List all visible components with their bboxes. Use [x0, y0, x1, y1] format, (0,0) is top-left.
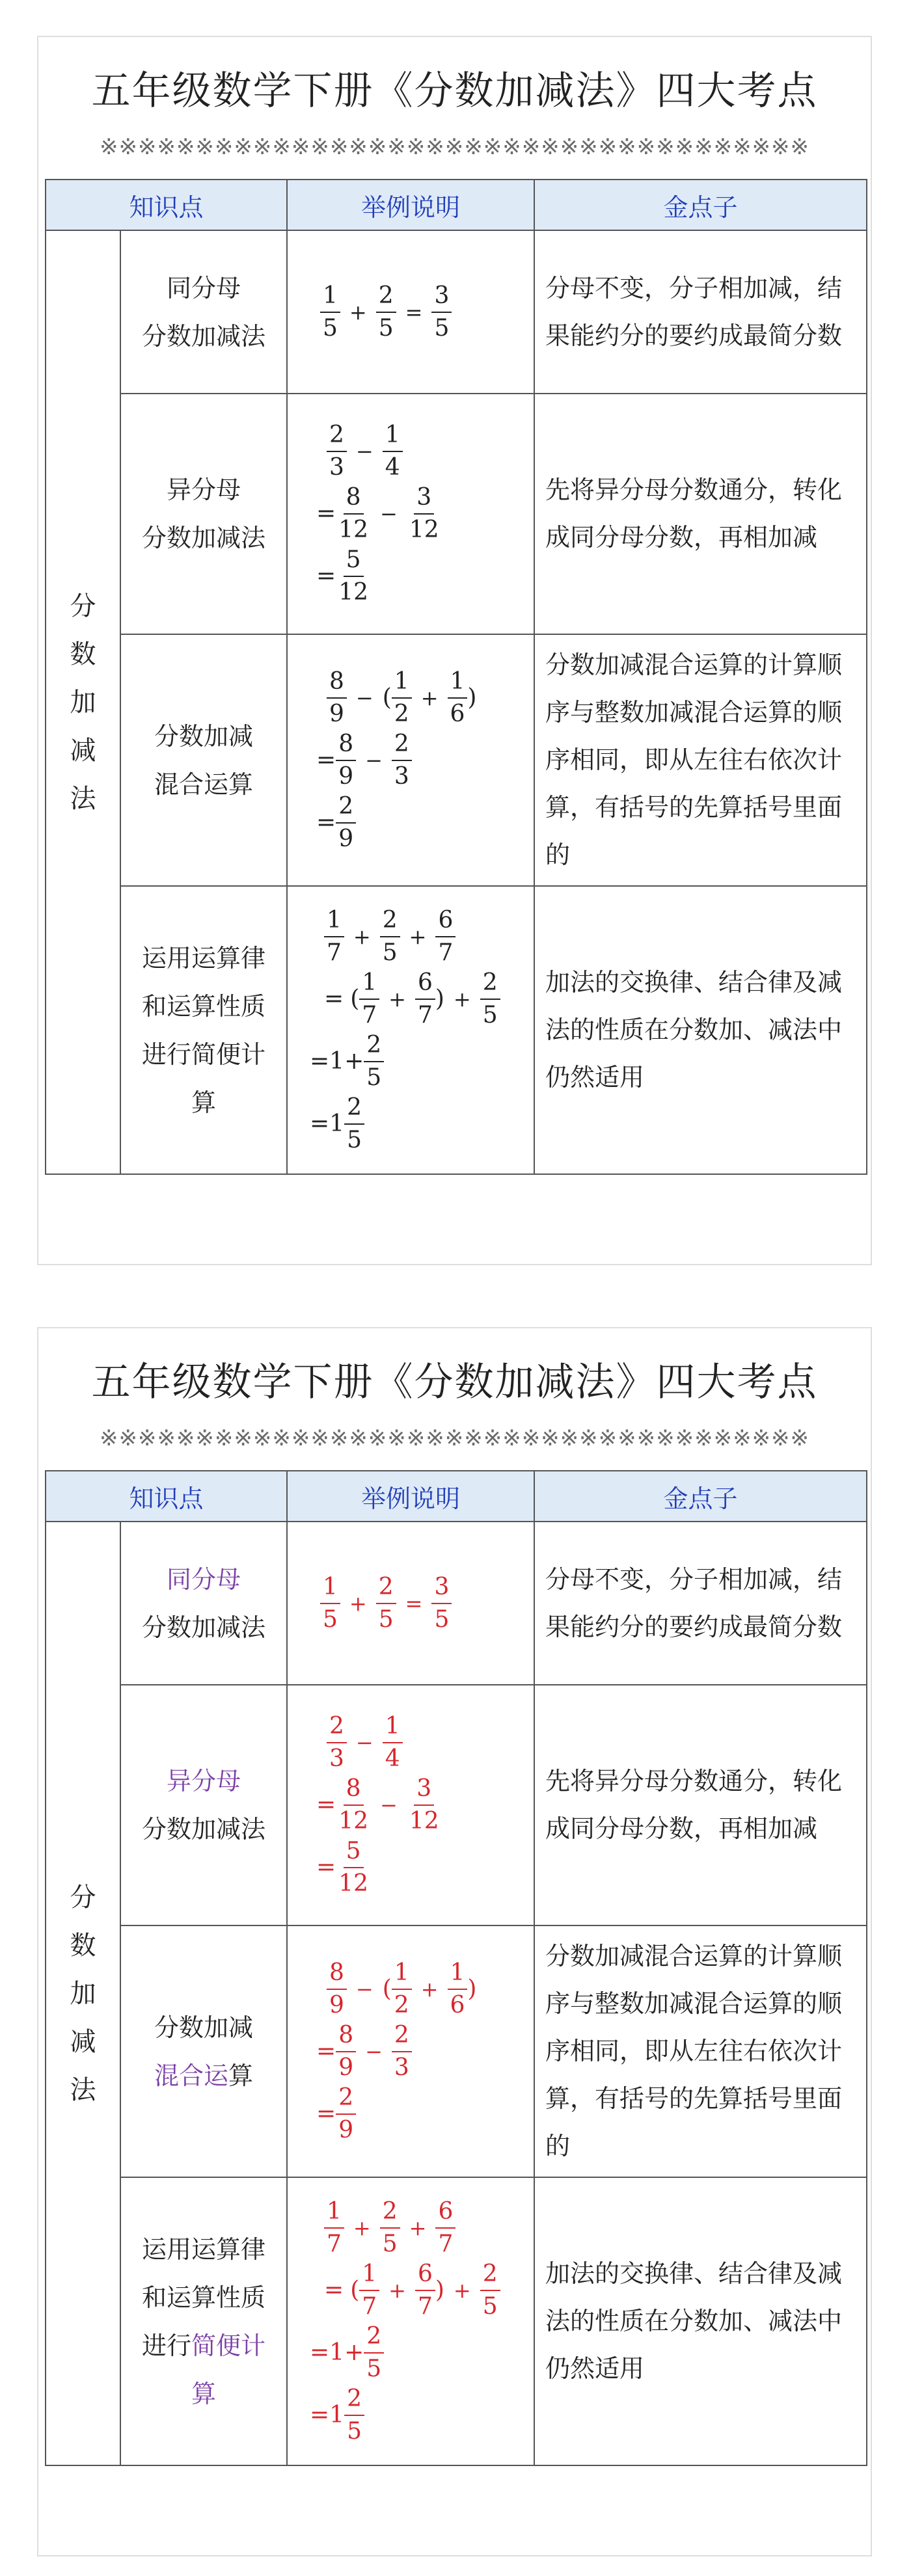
- topic-cell: 运用运算律 和运算性质 进行简便计 算: [120, 2177, 287, 2465]
- example-cell: [287, 1522, 534, 1685]
- tip-cell: 加法的交换律、结合律及减法的性质在分数加、减法中仍然适用: [534, 886, 867, 1174]
- page-title: 五年级数学下册《分数加减法》四大考点: [91, 1360, 818, 1405]
- highlighted-keyword: 简便计: [191, 2331, 266, 2360]
- highlighted-keyword: 算: [191, 2379, 217, 2408]
- tip-cell: 分数加减混合运算的计算顺序与整数加减混合运算的顺序相同，即从左往右依次计算，有括号的先算括号里面的: [534, 634, 867, 886]
- header-knowledge: 知识点: [46, 180, 287, 230]
- decorative-divider: ※※※※※※※※※※※※※※※※※※※※※※※※※※※※※※※※※※※※※: [99, 1426, 810, 1451]
- example-cell: 2 3 − $\frac{1}{4}$ = $\frac{8}{12}$ − $\frac{3}{12}$ = $\frac{5}{12}$: [287, 394, 534, 634]
- topic-cell: 异分母 分数加减法: [120, 1685, 287, 1925]
- header-example: 举例说明: [287, 1471, 534, 1522]
- example-cell: 1 7 + $\frac{2}{5}$ + $\frac{6}{7}$ = ( 1 7 + $\frac{6}{7}$ ) + $\frac{2}{5}$ =1+ $\frac{2}{5}$ =1 2 5: [287, 2177, 534, 2465]
- tip-cell: 先将异分母分数通分，转化成同分母分数，再相加减: [534, 394, 867, 634]
- math-line: 1 5 + $\frac{2}{5}$ = $\frac{3}{5}$: [320, 1576, 534, 1631]
- header-knowledge: 知识点: [46, 1471, 287, 1522]
- example-cell: [287, 230, 534, 394]
- knowledge-table: [45, 179, 867, 1175]
- tip-cell: 先将异分母分数通分，转化成同分母分数，再相加减: [534, 1685, 867, 1925]
- topic-cell: 同分母 分数加减法: [120, 1522, 287, 1685]
- example-cell: 1 7 + $\frac{2}{5}$ + $\frac{6}{7}$ = ( 1 7 + $\frac{6}{7}$ ) + $\frac{2}{5}$ =1+ $\frac{2}{5}$ =1 2 5: [287, 886, 534, 1174]
- highlighted-keyword: 异分母: [167, 1767, 241, 1795]
- table-row: [46, 1685, 867, 1925]
- decorative-divider: ※※※※※※※※※※※※※※※※※※※※※※※※※※※※※※※※※※※※※: [99, 135, 810, 159]
- tip-cell: 分母不变，分子相加减，结果能约分的要约成最简分数: [534, 230, 867, 394]
- worksheet-plain: [37, 36, 872, 1265]
- page-title: 五年级数学下册《分数加减法》四大考点: [91, 68, 818, 114]
- header-tips: 金点子: [534, 180, 867, 230]
- table-row: [46, 634, 867, 886]
- topic-cell: 异分母 分数加减法: [120, 394, 287, 634]
- tip-cell: 分母不变，分子相加减，结果能约分的要约成最简分数: [534, 1522, 867, 1685]
- header-tips: 金点子: [534, 1471, 867, 1522]
- table-header-row: [46, 1471, 867, 1522]
- example-cell: 2 3 − $\frac{1}{4}$ = $\frac{8}{12}$ − $\frac{3}{12}$ = $\frac{5}{12}$: [287, 1685, 534, 1925]
- worksheet-annotated: [37, 1327, 872, 2556]
- header-example: 举例说明: [287, 180, 534, 230]
- example-cell: 8 9 − ( 1 2 + $\frac{1}{6}$ ) = $\frac{8}{9}$ − $\frac{2}{3}$ = $\frac{2}{9}$: [287, 634, 534, 886]
- math-line: 1 5 + $\frac{2}{5}$ = $\frac{3}{5}$: [320, 284, 534, 340]
- table-row: [46, 1522, 867, 1685]
- table-row: [46, 886, 867, 1174]
- table-row: [46, 230, 867, 394]
- tip-cell: 分数加减混合运算的计算顺序与整数加减混合运算的顺序相同，即从左往右依次计算，有括号的先算括号里面的: [534, 1925, 867, 2177]
- category-cell: 分 数 加 减 法: [46, 230, 120, 1174]
- highlighted-keyword: 同分母: [167, 1564, 241, 1594]
- table-row: [46, 2177, 867, 2465]
- topic-cell: 运用运算律 和运算性质 进行简便计 算: [120, 886, 287, 1174]
- tip-cell: 加法的交换律、结合律及减法的性质在分数加、减法中仍然适用: [534, 2177, 867, 2465]
- category-cell: 分 数 加 减 法: [46, 1522, 120, 2465]
- example-cell: 8 9 − ( 1 2 + $\frac{1}{6}$ ) = $\frac{8}{9}$ − $\frac{2}{3}$ = $\frac{2}{9}$: [287, 1925, 534, 2177]
- topic-cell: 分数加减 混合运算: [120, 1925, 287, 2177]
- table-row: [46, 1925, 867, 2177]
- highlighted-keyword: 混合运: [154, 2061, 228, 2090]
- table-row: [46, 394, 867, 634]
- table-header-row: [46, 180, 867, 230]
- topic-cell: 分数加减 混合运算: [120, 634, 287, 886]
- topic-cell: 同分母 分数加减法: [120, 230, 287, 394]
- knowledge-table: [45, 1470, 867, 2466]
